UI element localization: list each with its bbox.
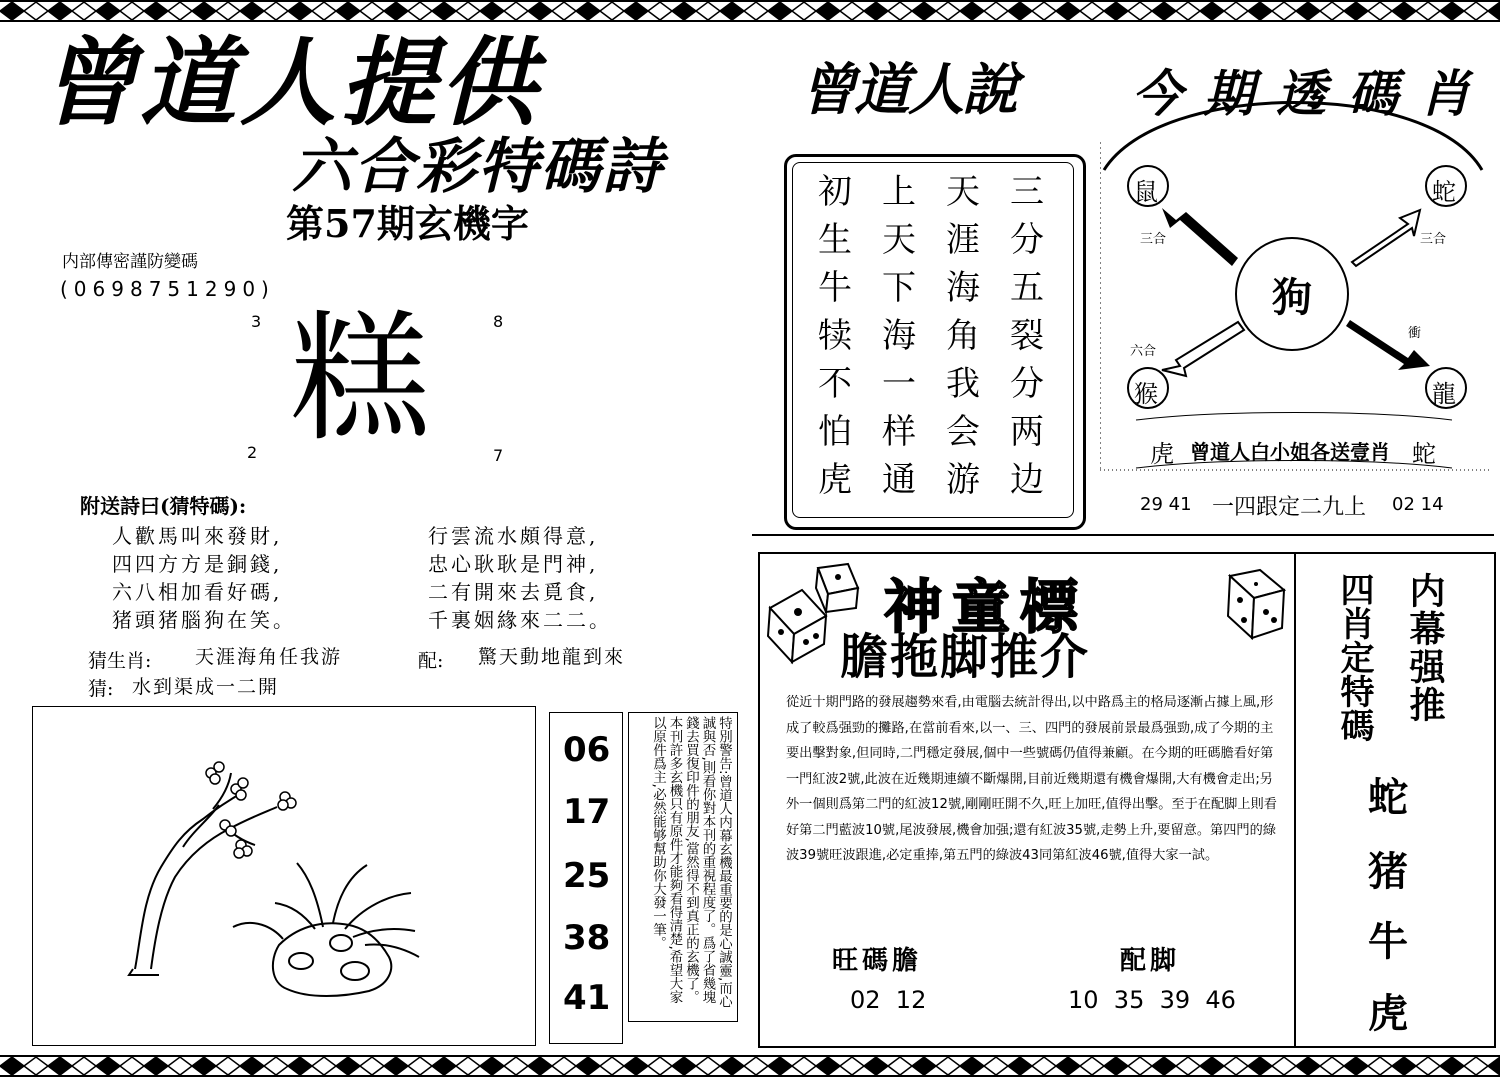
border-ornament [144, 2, 168, 20]
guess-text: 水到渠成一二開 [132, 676, 280, 698]
corner-number-tr: 8 [493, 312, 504, 331]
guess-zodiac-label: 猜生肖: [88, 650, 152, 672]
poem-line: 二有開來去覓食, [428, 580, 599, 604]
border-ornament [432, 2, 456, 20]
border-ornament [600, 2, 624, 20]
border-ornament [1416, 2, 1440, 20]
number-item: 06 [563, 730, 611, 770]
border-ornament [1296, 2, 1320, 20]
border-ornament [1248, 2, 1272, 20]
border-ornament [1200, 1057, 1224, 1075]
corner-number-tl: 3 [251, 312, 262, 331]
saying-char: 涯 [946, 220, 980, 260]
border-ornament [816, 2, 840, 20]
border-ornament [360, 1057, 384, 1075]
saying-char: 海 [882, 316, 916, 356]
recommend-paragraph: 從近十期門路的發展趨勢來看,由電腦去統計得出,以中路爲主的格局逐漸占據上風,形成了較爲强勁的攤路,在當前看來,以一、三、四門的發展前景最爲强勁,成了今期的主要出擊對象,但同時,二門穩定發展,個中一些號碼仍值得兼顧。在今期的旺碼膽看好第一門紅波2號,此波在近幾期連續不斷爆開,目前近幾期還有機會爆開,大有機會走出;另外一個則爲第二門的紅波12號,剛剛旺開不久,旺上加旺,值得出擊。至于在配脚上則看好第二門藍波10號,尾波發展,機會加强;還有紅波35號,走勢上升,要留意。第四門的綠波39號旺波跟進,必定重捧,第五門的綠波43同第紅波46號,值得大家一試。 [786, 695, 1277, 863]
pair-text: 驚天動地龍到來 [478, 646, 626, 668]
border-ornament [144, 1057, 168, 1075]
border-ornament [288, 1057, 312, 1075]
saying-char: 天 [946, 172, 980, 212]
border-ornament [216, 1057, 240, 1075]
border-ornament [1152, 1057, 1176, 1075]
border-ornament [864, 2, 888, 20]
border-ornament [1320, 1057, 1344, 1075]
border-ornament [1032, 1057, 1056, 1075]
border-ornament [1416, 1057, 1440, 1075]
poem-left [112, 522, 296, 634]
border-ornament [432, 1057, 456, 1075]
border-ornament [1152, 2, 1176, 20]
border-ornament [1128, 1057, 1152, 1075]
border-ornament [288, 2, 312, 20]
dice-right [1210, 568, 1290, 648]
phone-number: (0698751290) [60, 277, 275, 301]
border-ornament [720, 2, 744, 20]
border-ornament [1392, 1057, 1416, 1075]
zodiac-title: 今期透碼肖 [1132, 64, 1492, 123]
border-ornament [1464, 2, 1488, 20]
border-ornament [0, 1057, 24, 1075]
saying-char: 不 [818, 364, 852, 404]
tuo-numbers: 10 35 39 46 [1068, 986, 1236, 1014]
border-ornament [1440, 1057, 1464, 1075]
saying-char: 样 [882, 412, 916, 452]
issue-label: 第57期玄機字 [286, 201, 529, 246]
saying-char: 分 [1010, 220, 1044, 260]
border-ornament [552, 2, 576, 20]
border-ornament [1056, 1057, 1080, 1075]
recommend-title1: 神童標 [884, 573, 1089, 641]
poem-line: 忠心耿耿是門神, [428, 552, 599, 576]
border-ornament [384, 1057, 408, 1075]
border-ornament [120, 1057, 144, 1075]
dan-numbers: 02 12 [850, 986, 927, 1014]
border-ornament [1488, 2, 1500, 20]
border-ornament [240, 1057, 264, 1075]
sayings-title: 曾道人說 [800, 57, 1016, 123]
border-ornament [552, 1057, 576, 1075]
inside-zodiac: 猪 [1368, 848, 1408, 895]
border-ornament [336, 1057, 360, 1075]
border-ornament [744, 1057, 768, 1075]
zodiac-top-left: 鼠 [1134, 178, 1158, 206]
border-ornament [648, 2, 672, 20]
border-ornament [936, 2, 960, 20]
border-ornament [1392, 2, 1416, 20]
label-liuhe: 六合 [1130, 344, 1157, 359]
zodiac-top-right: 蛇 [1432, 178, 1456, 206]
saying-char: 犊 [818, 316, 852, 356]
border-ornament [600, 1057, 624, 1075]
border-ornament [1248, 1057, 1272, 1075]
border-ornament [1272, 2, 1296, 20]
dan-label: 旺碼膽 [832, 946, 923, 976]
inside-col2: 四肖定特碼 [1334, 572, 1374, 742]
saying-char: 两 [1010, 412, 1044, 452]
gift-left: 虎 [1150, 440, 1174, 468]
border-ornament [72, 1057, 96, 1075]
border-ornament [624, 1057, 648, 1075]
border-ornament [1056, 2, 1080, 20]
saying-char: 怕 [818, 412, 852, 452]
border-ornament [1080, 2, 1104, 20]
bottom-border [0, 1055, 1500, 1077]
saying-char: 虎 [818, 460, 852, 500]
zodiac-bottom-right: 龍 [1432, 380, 1456, 408]
border-ornament [744, 2, 768, 20]
border-ornament [1320, 2, 1344, 20]
zodiac-bottom-left: 猴 [1134, 380, 1158, 408]
saying-char: 初 [818, 172, 852, 212]
pair-label: 配: [418, 650, 444, 672]
border-ornament [1368, 1057, 1392, 1075]
border-ornament [96, 1057, 120, 1075]
label-sanhe-left: 三合 [1140, 232, 1167, 247]
saying-char: 牛 [818, 268, 852, 308]
border-ornament [528, 2, 552, 20]
border-ornament [72, 2, 96, 20]
border-ornament [1176, 2, 1200, 20]
border-ornament [240, 2, 264, 20]
border-ornament [1080, 1057, 1104, 1075]
saying-char: 边 [1010, 460, 1044, 500]
number-item: 17 [563, 792, 611, 832]
secret-label: 内部傳密謹防變碼 [62, 252, 198, 272]
border-ornament [408, 1057, 432, 1075]
border-ornament [336, 2, 360, 20]
saying-char: 下 [882, 268, 916, 308]
border-ornament [1488, 1057, 1500, 1075]
border-ornament [48, 1057, 72, 1075]
border-ornament [384, 2, 408, 20]
border-ornament [984, 2, 1008, 20]
saying-char: 海 [946, 268, 980, 308]
guess-zodiac-text: 天涯海角任我游 [195, 646, 343, 668]
warning-text: 特別警告:曾道人内幕玄機最重要的是心誠靈,而心誠與否,則看你對本刊的重視程度了。爲了省幾塊錢去買復印件的朋友,當然得不到真正的玄機了。本刊許多玄機只有原件才能夠看得清楚,希望大家以原件爲主,必然能够幫助你大發一筆。 [650, 716, 732, 1009]
border-ornament [168, 2, 192, 20]
border-ornament [1104, 1057, 1128, 1075]
border-ornament [120, 2, 144, 20]
border-ornament [480, 2, 504, 20]
saying-char: 我 [946, 364, 980, 404]
border-ornament [1128, 2, 1152, 20]
border-ornament [696, 2, 720, 20]
poem-line: 千裏姻緣來二二。 [428, 608, 612, 632]
border-ornament [192, 1057, 216, 1075]
border-ornament [672, 2, 696, 20]
number-item: 25 [563, 856, 611, 896]
border-ornament [888, 2, 912, 20]
border-ornament [0, 2, 24, 20]
border-ornament [648, 1057, 672, 1075]
border-ornament [696, 1057, 720, 1075]
plum-rock-illustration [33, 707, 535, 1045]
saying-char: 游 [946, 460, 980, 500]
border-ornament [912, 2, 936, 20]
border-ornament [408, 2, 432, 20]
border-ornament [1224, 1057, 1248, 1075]
border-ornament [984, 1057, 1008, 1075]
border-ornament [960, 2, 984, 20]
border-ornament [480, 1057, 504, 1075]
border-ornament [768, 1057, 792, 1075]
inside-zodiac: 蛇 [1368, 774, 1408, 821]
bottom-nums-left: 29 41 [1140, 494, 1192, 515]
border-ornament [48, 2, 72, 20]
border-ornament [1344, 1057, 1368, 1075]
saying-char: 分 [1010, 364, 1044, 404]
border-ornament [264, 1057, 288, 1075]
saying-char: 会 [946, 412, 980, 452]
border-ornament [792, 1057, 816, 1075]
border-ornament [840, 1057, 864, 1075]
border-ornament [1344, 2, 1368, 20]
border-ornament [864, 1057, 888, 1075]
number-item: 41 [563, 978, 611, 1018]
saying-char: 角 [946, 316, 980, 356]
inside-zodiac: 虎 [1368, 990, 1408, 1037]
mystery-char: 糕 [290, 298, 431, 461]
border-ornament [1440, 2, 1464, 20]
corner-number-br: 7 [493, 446, 504, 465]
border-ornament [888, 1057, 912, 1075]
border-ornament [1296, 1057, 1320, 1075]
main-title: 曾道人提供 [40, 27, 540, 139]
saying-char: 裂 [1010, 316, 1044, 356]
border-ornament [768, 2, 792, 20]
poem-intro: 附送詩曰(猜特碼): [80, 494, 247, 518]
border-ornament [1200, 2, 1224, 20]
zodiac-center: 狗 [1272, 274, 1312, 321]
poem-line: 六八相加看好碼, [112, 580, 283, 604]
border-ornament [1368, 2, 1392, 20]
poem-line: 行雲流水頗得意, [428, 524, 599, 548]
top-border [0, 0, 1500, 22]
border-ornament [312, 2, 336, 20]
border-ornament [960, 1057, 984, 1075]
border-ornament [216, 2, 240, 20]
border-ornament [720, 1057, 744, 1075]
border-ornament [360, 2, 384, 20]
border-ornament [96, 2, 120, 20]
bottom-nums-right: 02 14 [1392, 494, 1444, 515]
border-ornament [816, 1057, 840, 1075]
border-ornament [504, 2, 528, 20]
recommend-title2: 膽拖脚推介 [840, 629, 1091, 685]
tuo-label: 配脚 [1120, 946, 1181, 976]
bottom-text: 一四跟定二九上 [1212, 495, 1367, 520]
border-ornament [24, 2, 48, 20]
border-ornament [264, 2, 288, 20]
corner-number-bl: 2 [247, 443, 258, 462]
border-ornament [456, 1057, 480, 1075]
border-ornament [792, 2, 816, 20]
border-ornament [504, 1057, 528, 1075]
border-ornament [576, 2, 600, 20]
border-ornament [840, 2, 864, 20]
number-item: 38 [563, 918, 611, 958]
border-ornament [456, 2, 480, 20]
saying-char: 一 [882, 364, 916, 404]
poem-right [428, 522, 612, 634]
border-ornament [24, 1057, 48, 1075]
recommend-divider [1294, 552, 1296, 1046]
border-ornament [1224, 2, 1248, 20]
border-ornament [528, 1057, 552, 1075]
saying-char: 天 [882, 220, 916, 260]
poem-line: 四四方方是銅錢, [112, 552, 283, 576]
border-ornament [1176, 1057, 1200, 1075]
sayings-grid [816, 170, 1066, 510]
saying-char: 生 [818, 220, 852, 260]
border-ornament [624, 2, 648, 20]
border-ornament [1464, 1057, 1488, 1075]
label-chong: 衝 [1408, 326, 1422, 341]
poem-line: 人歡馬叫來發財, [112, 524, 283, 548]
border-ornament [1008, 2, 1032, 20]
gift-right: 蛇 [1412, 440, 1436, 468]
border-ornament [672, 1057, 696, 1075]
border-ornament [192, 2, 216, 20]
saying-char: 通 [882, 460, 916, 500]
border-ornament [1008, 1057, 1032, 1075]
border-ornament [168, 1057, 192, 1075]
inside-col1: 内幕强推 [1404, 572, 1446, 724]
border-ornament [1104, 2, 1128, 20]
gift-text: 曾道人白小姐各送壹肖 [1190, 440, 1390, 464]
picture-frame [32, 706, 536, 1046]
subtitle: 六合彩特碼詩 [292, 132, 664, 202]
guess-label: 猜: [88, 678, 114, 700]
saying-char: 上 [882, 172, 916, 212]
divider-line [752, 534, 1494, 536]
label-sanhe-right: 三合 [1420, 232, 1447, 247]
border-ornament [1272, 1057, 1296, 1075]
border-ornament [912, 1057, 936, 1075]
saying-char: 三 [1010, 172, 1044, 212]
inside-zodiac: 牛 [1368, 918, 1408, 965]
border-ornament [312, 1057, 336, 1075]
poem-line: 猪頭猪腦狗在笑。 [112, 608, 296, 632]
border-ornament [936, 1057, 960, 1075]
border-ornament [1032, 2, 1056, 20]
border-ornament [576, 1057, 600, 1075]
saying-char: 五 [1010, 268, 1044, 308]
